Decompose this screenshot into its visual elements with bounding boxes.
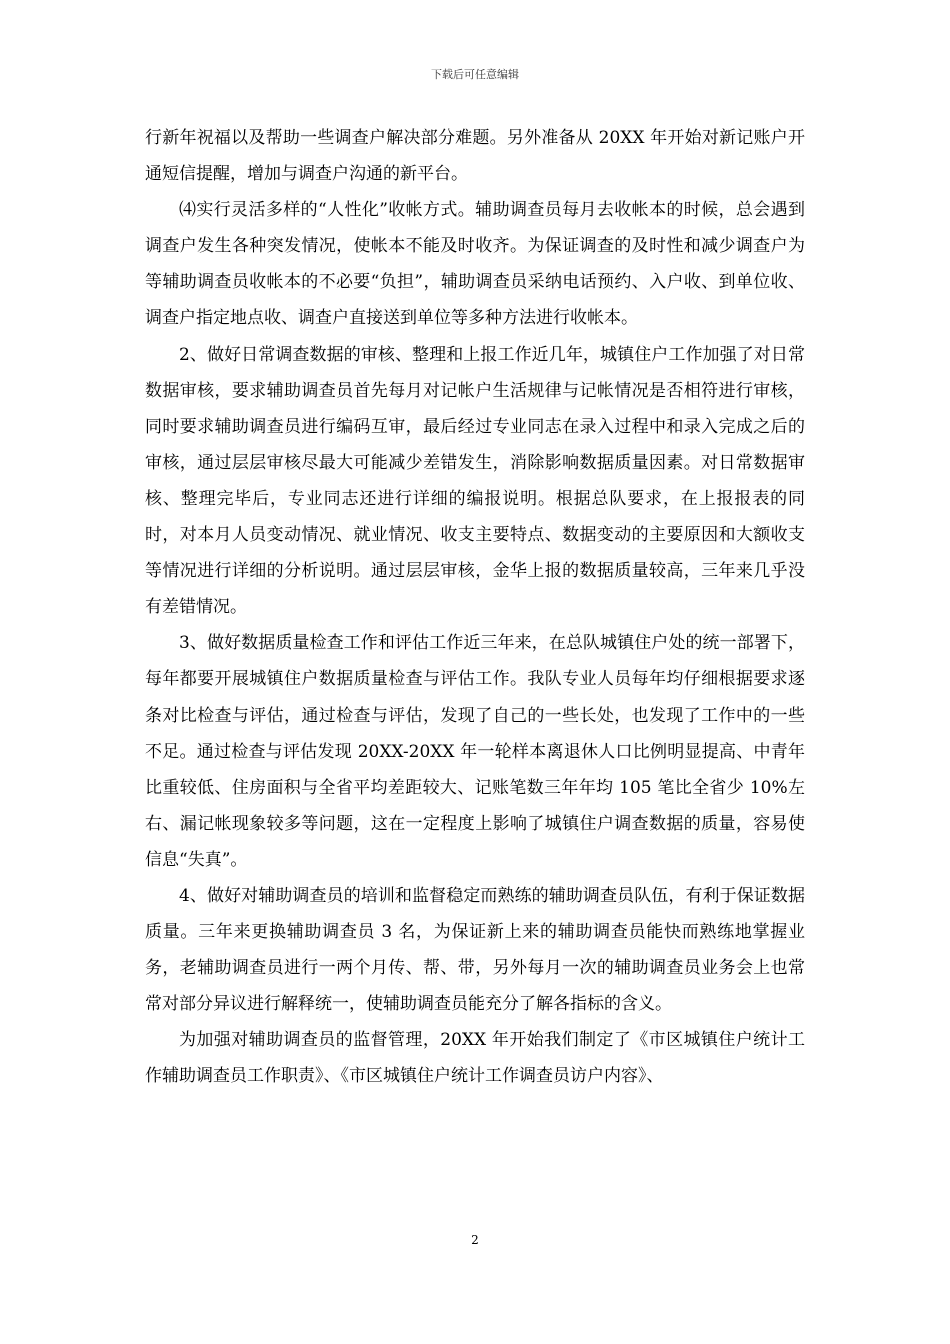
- page-number: 2: [471, 1233, 479, 1247]
- paragraph-item-4-collection: ⑷实行灵活多样的“人性化”收帐方式。辅助调查员每月去收帐本的时候，总会遇到调查户发生各种突发情况，使帐本不能及时收齐。为保证调查的及时性和减少调查户为等辅助调查员收帐本的不必要“负担”，辅助调查员采纳电话预约、入户收、到单位收、调查户指定地点收、调查户直接送到单位等多种方法进行收帐本。: [145, 200, 805, 329]
- paragraph-section-2-data-review: 2、做好日常调查数据的审核、整理和上报工作近几年，城镇住户工作加强了对日常数据审核，要求辅助调查员首先每月对记帐户生活规律与记帐情况是否相符进行审核，同时要求辅助调查员进行编码互审，最后经过专业同志在录入过程中和录入完成之后的审核，通过层层审核尽最大可能减少差错发生，消除影响数据质量因素。对日常数据审核、整理完毕后，专业同志还进行详细的编报说明。根据总队要求，在上报报表的同时，对本月人员变动情况、就业情况、收支主要特点、数据变动的主要原因和大额收支等情况进行详细的分析说明。通过层层审核，金华上报的数据质量较高，三年来几乎没有差错情况。: [145, 344, 805, 618]
- paragraph-section-3-quality-check: 3、做好数据质量检查工作和评估工作近三年来，在总队城镇住户处的统一部署下，每年都要开展城镇住户数据质量检查与评估工作。我队专业人员每年均仔细根据要求逐条对比检查与评估，通过检查与评估，发现了自己的一些长处，也发现了工作中的一些不足。通过检查与评估发现 20XX-20XX 年一轮样本离退休人口比例明显提高、中青年比重较低、住房面积与全省平均差距较大、记账笔数三年年均 105 笔比全省少 10%左右、漏记帐现象较多等问题，这在一定程度上影响了城镇住户调查数据的质量，容易使信息“失真”。: [145, 633, 805, 870]
- page-header-note: 下载后可任意编辑: [431, 68, 519, 81]
- paragraph-section-4-training: 4、做好对辅助调查员的培训和监督稳定而熟练的辅助调查员队伍，有利于保证数据质量。三年来更换辅助调查员 3 名，为保证新上来的辅助调查员能快而熟练地掌握业务，老辅助调查员进行一两个月传、帮、带，另外每月一次的辅助调查员业务会上也常常对部分异议进行解释统一，使辅助调查员能充分了解各指标的含义。: [145, 885, 805, 1015]
- paragraph-supervision: 为加强对辅助调查员的监督管理，20XX 年开始我们制定了《市区城镇住户统计工作辅助调查员工作职责》、《市区城镇住户统计工作调查员访户内容》、: [145, 1030, 805, 1087]
- paragraph-continuation: 行新年祝福以及帮助一些调查户解决部分难题。另外准备从 20XX 年开始对新记账户开通短信提醒，增加与调查户沟通的新平台。: [145, 128, 805, 185]
- document-body: [145, 120, 805, 1095]
